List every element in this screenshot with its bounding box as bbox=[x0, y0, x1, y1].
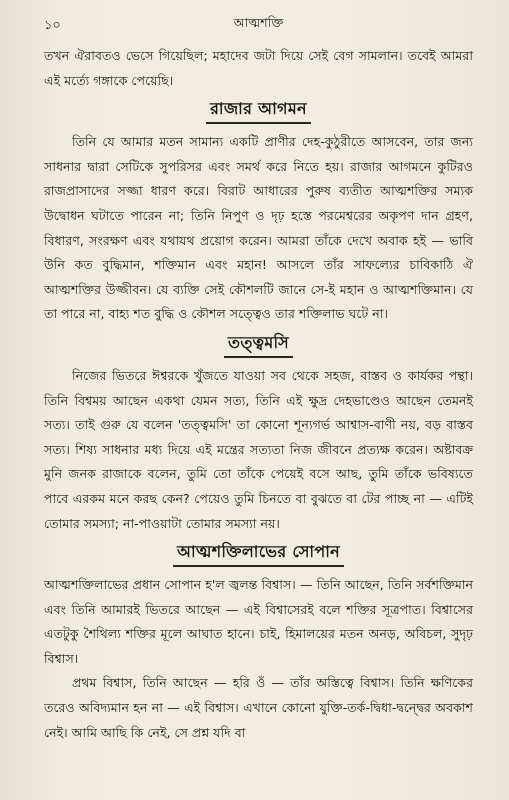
section-heading-wrap bbox=[44, 540, 473, 567]
section-heading-wrap bbox=[44, 97, 473, 124]
page-number: ১০ bbox=[44, 18, 61, 33]
page-header bbox=[44, 12, 473, 38]
running-title: আত্মশক্তি bbox=[233, 15, 284, 30]
body-paragraph: প্রথম বিশ্বাস, তিনি আছেন — হরি ওঁ — তাঁর অস্তিত্বে বিশ্বাস। তিনি ক্ষণিকের তরেও অবিদ্যমান হন না — এই বিশ্বাস। এখানে কোনো যুক্তি-তর্ক-দ্বিধা-দ্বন্দ্বের অবকাশ নেই। আমি আছি কি নেই, সে প্রশ্ন যদি বা bbox=[44, 675, 473, 740]
body-paragraph: আত্মশক্তিলাভের প্রধান সোপান হ'ল জ্বলন্ত বিশ্বাস। — তিনি আছেন, তিনি সর্বশক্তিমান এবং তিনি আমারই ভিতরে আছেন — এই বিশ্বাসেরই বলে শক্তির সূত্রপাত। বিশ্বাসের এতটুকু শৈথিল্য শক্তির মূলে আঘাত হানে। চাই, হিমালয়ের মতন অনড়, অবিচল, সুদৃঢ় বিশ্বাস। bbox=[44, 577, 473, 666]
section-heading-wrap bbox=[44, 331, 473, 358]
section-heading: রাজার আগমন bbox=[206, 97, 311, 124]
body-paragraph: নিজের ভিতরে ঈশ্বরকে খুঁজতে যাওয়া সব থেকে সহজ, বাস্তব ও কার্যকর পন্থা। তিনি বিশ্বময় আছেন একথা যেমন সত্য, তিনি এই ক্ষুদ্র দেহভাণ্ডেও আছেন তেমনই সত্য। তাই গুরু যে বলেন 'তত্ত্বমসি' তা কোনো শূন্যগর্ভ আশ্বাস-বাণী নয়, বড় বাস্তব সত্য। শিষ্য সাধনার মধ্য দিয়ে এই মন্ত্রের সত্যতা নিজ জীবনে প্রত্যক্ষ করেন। অষ্টাবক্র মুনি জনক রাজাকে বলেন, তুমি তো তাঁকে পেয়েই বসে আছ, তুমি তাঁকে ভবিষ্যতে পাবে এরকম মনে করছ কেন? পেয়েও তুমি চিনতে বা বুঝতে বা টের পাচ্ছ না — এটিই তোমার সমস্যা; না-পাওয়াটা তোমার সমস্যা নয়। bbox=[44, 367, 473, 531]
body-paragraph: তখন ঐরাবতও ভেসে গিয়েছিল; মহাদেব জটা দিয়ে সেই বেগ সামলান। তবেই আমরা এই মর্ত্যে গঙ্গাকে পেয়েছি। bbox=[44, 48, 473, 88]
body-paragraph: তিনি যে আমার মতন সামান্য একটি প্রাণীর দেহ-কুঠুরীতে আসবেন, তার জন্য সাধনার দ্বারা সেটিকে সুপরিসর এবং সমর্থ করে নিতে হয়। রাজার আগমনে কুটিরও রাজপ্রাসাদের সজ্জা ধারণ করে। বিরাট আধারের পুরুষ ব্যতীত আত্মশক্তির সম্যক উদ্বোধন ঘটাতে পারেন না; তিনি নিপুণ ও দৃঢ় হস্তে পরমেশ্বরের অকৃপণ দান গ্রহণ, বিধারণ, সংরক্ষণ এবং যথাযথ প্রয়োগ করেন। আমরা তাঁকে দেখে অবাক হই — ভাবি উনি কত বুদ্ধিমান, শক্তিমান এবং মহান! আসলে তাঁর সাফল্যের চাবিকাঠি ঐ আত্মশক্তির উজ্জীবন। যে ব্যক্তি সেই কৌশলটি জানে সে-ই মহান ও আত্মশক্তিমান। যে তা পারে না, বাহ্য শত বুদ্ধি ও কৌশল সত্ত্বেও তার শক্তিলাভ ঘটে না। bbox=[44, 134, 473, 322]
section-heading: তত্ত্বমসি bbox=[224, 331, 293, 358]
page-body bbox=[44, 44, 473, 745]
section-heading: আত্মশক্তিলাভের সোপান bbox=[173, 540, 344, 567]
